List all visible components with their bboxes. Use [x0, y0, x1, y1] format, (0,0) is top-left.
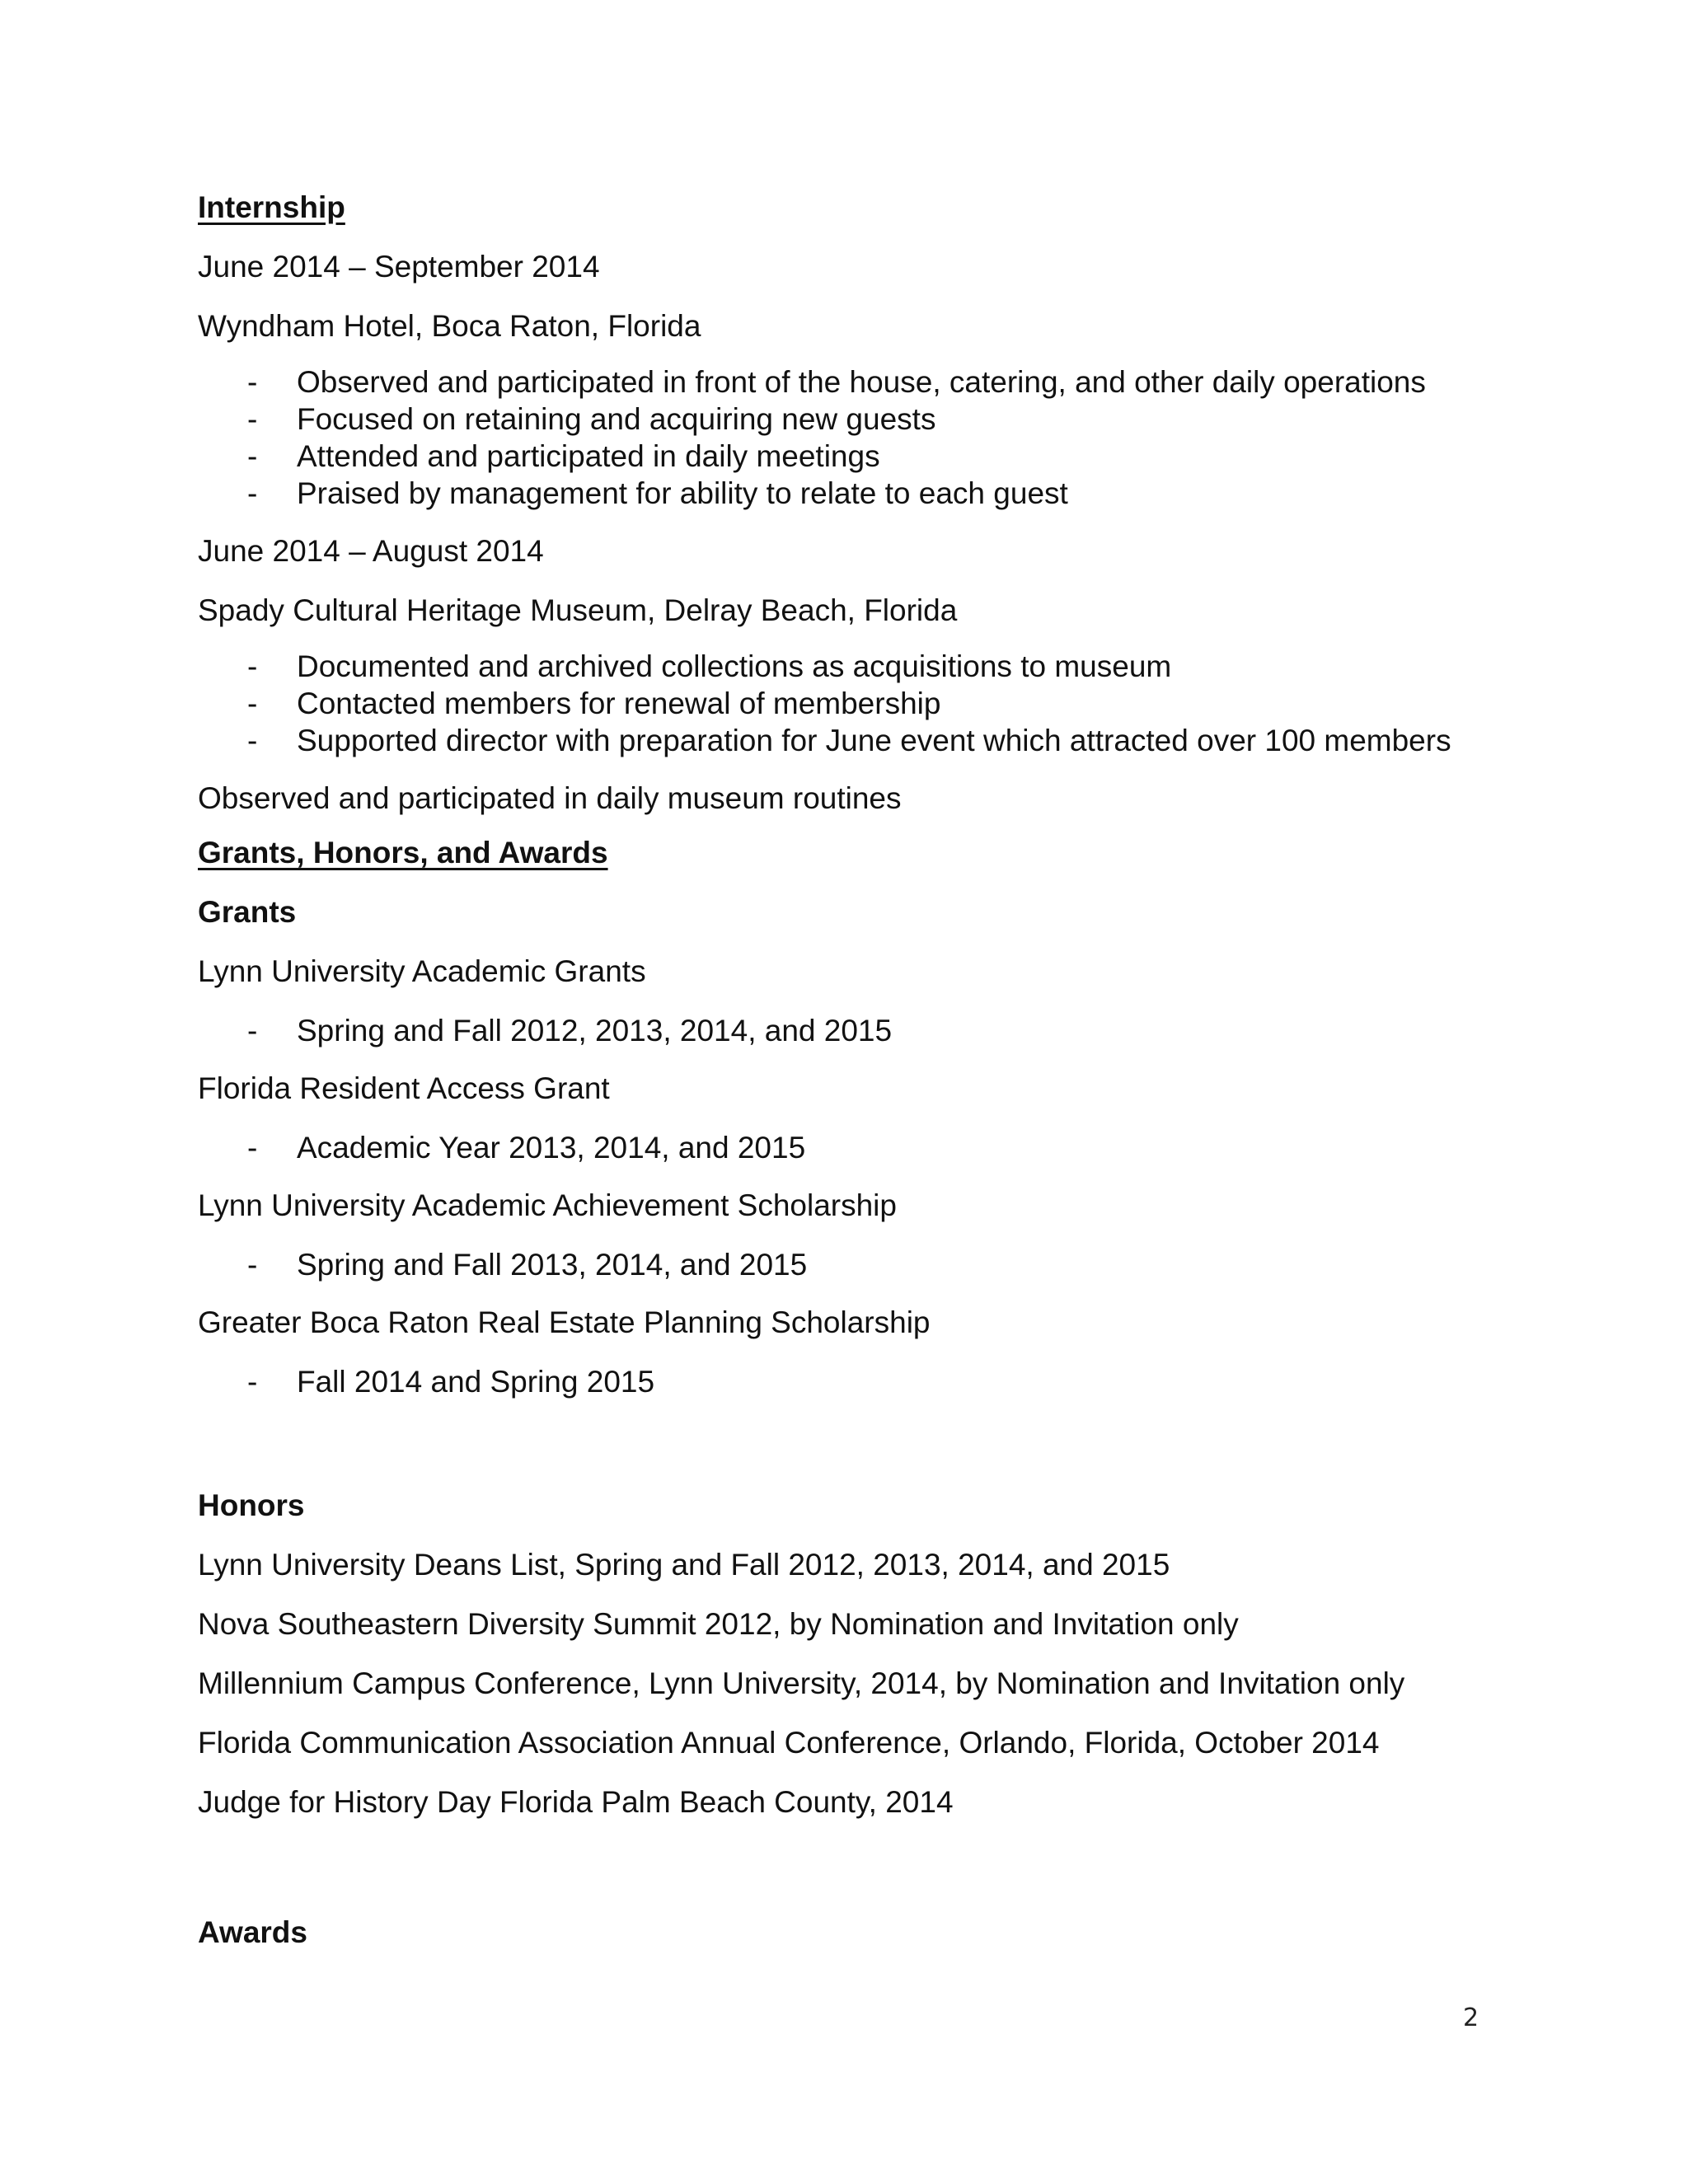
bullet-item [198, 1013, 1484, 1049]
bullet-marker: - [247, 724, 258, 757]
bullet-marker: - [247, 1131, 258, 1165]
internship-heading: Internship [198, 190, 345, 224]
entry-bullet-list [198, 364, 1484, 512]
bullet-item [198, 1247, 1484, 1283]
grant-bullet-list [198, 1130, 1484, 1166]
bullet-item [198, 649, 1484, 685]
honor-item: Judge for History Day Florida Palm Beach County, 2014 [198, 1785, 954, 1819]
bullet-marker: - [247, 402, 258, 436]
entry-place: Spady Cultural Heritage Museum, Delray Beach, Florida [198, 593, 958, 627]
grant-name: Lynn University Academic Achievement Scholarship [198, 1188, 897, 1222]
bullet-text: Praised by management for ability to relate to each guest [297, 476, 1068, 510]
grants-heading: Grants [198, 895, 297, 929]
bullet-item [198, 1364, 1484, 1400]
bullet-text: Contacted members for renewal of membership [297, 687, 941, 720]
grant-name: Lynn University Academic Grants [198, 954, 646, 988]
grant-name: Florida Resident Access Grant [198, 1071, 610, 1105]
bullet-marker: - [247, 439, 258, 473]
grants-honors-awards-heading: Grants, Honors, and Awards [198, 836, 608, 869]
section-spacer [198, 1844, 1484, 1915]
bullet-marker: - [247, 476, 258, 510]
entry-dates: June 2014 – September 2014 [198, 250, 600, 284]
bullet-text: Spring and Fall 2012, 2013, 2014, and 2015 [297, 1014, 893, 1047]
bullet-marker: - [247, 649, 258, 683]
honor-item: Nova Southeastern Diversity Summit 2012, by Nomination and Invitation only [198, 1607, 1239, 1641]
bullet-marker: - [247, 1248, 258, 1282]
bullet-item [198, 364, 1484, 401]
bullet-text: Supported director with preparation for June event which attracted over 100 members [297, 724, 1451, 757]
awards-heading: Awards [198, 1915, 307, 1949]
bullet-text: Attended and participated in daily meetings [297, 439, 880, 473]
bullet-item [198, 686, 1484, 722]
honor-item: Lynn University Deans List, Spring and Fall 2012, 2013, 2014, and 2015 [198, 1548, 1170, 1582]
grant-bullet-list [198, 1013, 1484, 1049]
honor-item: Millennium Campus Conference, Lynn University, 2014, by Nomination and Invitation only [198, 1666, 1405, 1700]
bullet-marker: - [247, 687, 258, 720]
entry-bullet-list [198, 649, 1484, 759]
entry-place: Wyndham Hotel, Boca Raton, Florida [198, 309, 701, 343]
section-spacer [198, 1422, 1484, 1488]
entry-dates: June 2014 – August 2014 [198, 534, 544, 568]
bullet-text: Observed and participated in front of the house, catering, and other daily operations [297, 365, 1426, 399]
bullet-marker: - [247, 365, 258, 399]
bullet-item [198, 723, 1484, 759]
grant-bullet-list [198, 1247, 1484, 1283]
bullet-item [198, 1130, 1484, 1166]
honors-heading: Honors [198, 1488, 305, 1522]
grant-name: Greater Boca Raton Real Estate Planning Scholarship [198, 1305, 931, 1339]
bullet-item [198, 476, 1484, 512]
bullet-text: Spring and Fall 2013, 2014, and 2015 [297, 1248, 808, 1282]
bullet-marker: - [247, 1365, 258, 1399]
bullet-item [198, 438, 1484, 475]
document-content [198, 190, 1484, 1974]
bullet-text: Academic Year 2013, 2014, and 2015 [297, 1131, 806, 1165]
bullet-marker: - [247, 1014, 258, 1047]
honor-item: Florida Communication Association Annual Conference, Orlando, Florida, October 2014 [198, 1726, 1380, 1760]
page-number: 2 [1463, 2004, 1479, 2032]
internship-closing-line: Observed and participated in daily museum routines [198, 781, 902, 815]
bullet-item [198, 401, 1484, 438]
bullet-text: Focused on retaining and acquiring new guests [297, 402, 936, 436]
grant-bullet-list [198, 1364, 1484, 1400]
bullet-text: Fall 2014 and Spring 2015 [297, 1365, 655, 1399]
bullet-text: Documented and archived collections as acquisitions to museum [297, 649, 1172, 683]
